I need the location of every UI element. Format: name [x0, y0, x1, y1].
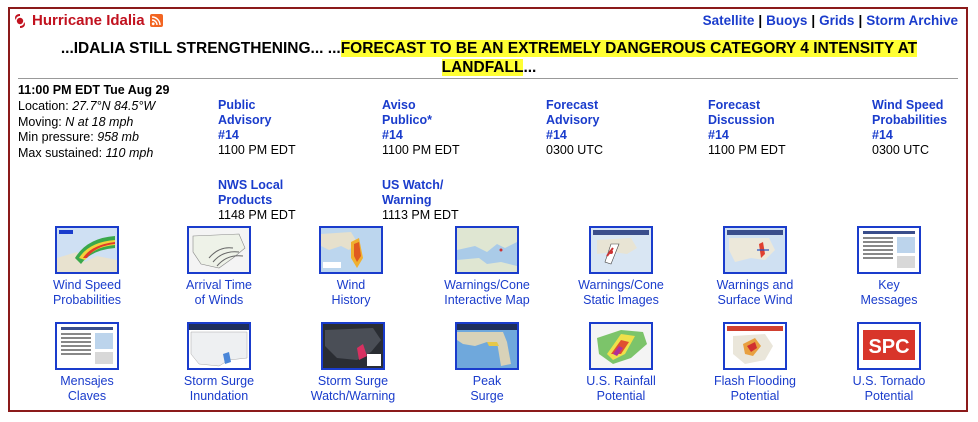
divider	[18, 78, 958, 79]
storm-surge-warning-tile[interactable]	[288, 322, 418, 404]
nws-local-products-link[interactable]: NWS Local Products	[218, 178, 284, 207]
peak-surge-tile[interactable]	[422, 322, 552, 404]
key-messages-label[interactable]: Key Messages	[860, 278, 918, 307]
forecast-advisory-link[interactable]: Forecast Advisory #14	[546, 98, 600, 142]
forecast-discussion-product	[708, 98, 786, 158]
link-separator: |	[858, 13, 863, 28]
wind-value: 110 mph	[105, 146, 154, 161]
product-time: 1113 PM EDT	[382, 208, 459, 222]
wind-speed-probabilities-label[interactable]: Wind Speed Probabilities	[52, 278, 122, 307]
flash-flooding-label[interactable]: Flash Flooding Potential	[714, 374, 796, 403]
arrival-time-label[interactable]: Arrival Time of Winds	[186, 278, 252, 307]
key-messages-tile[interactable]	[824, 226, 954, 308]
interactive-map-icon[interactable]	[455, 226, 519, 274]
moving-value: N at 18 mph	[65, 114, 134, 129]
product-time: 0300 UTC	[872, 143, 929, 157]
peak-surge-label[interactable]: Peak Surge	[470, 374, 504, 403]
cone-static-images-label[interactable]: Warnings/Cone Static Images	[578, 278, 664, 307]
headline-highlight-2: LANDFALL	[441, 59, 524, 76]
rainfall-potential-tile[interactable]	[556, 322, 686, 404]
mensajes-claves-label[interactable]: Mensajes Claves	[60, 374, 114, 403]
interactive-map-label[interactable]: Warnings/Cone Interactive Map	[444, 278, 530, 307]
product-time: 1100 PM EDT	[218, 143, 296, 157]
satellite-link[interactable]: Satellite	[702, 13, 755, 28]
product-time: 0300 UTC	[546, 143, 603, 157]
surge-inundation-map-icon[interactable]	[187, 322, 251, 370]
us-watch-warning-link[interactable]: US Watch/ Warning	[382, 178, 444, 207]
wind-history-label[interactable]: Wind History	[331, 278, 371, 307]
product-time: 1100 PM EDT	[708, 143, 786, 157]
surface-wind-tile[interactable]	[690, 226, 820, 308]
flash-flood-map-icon[interactable]	[723, 322, 787, 370]
cone-static-images-tile[interactable]	[556, 226, 686, 308]
wind-speed-probabilities-tile[interactable]	[22, 226, 152, 308]
rainfall-map-icon[interactable]	[589, 322, 653, 370]
headline-highlight-1: FORECAST TO BE AN EXTREMELY DANGEROUS CATEGORY 4 INTENSITY AT	[340, 40, 918, 57]
aviso-publico-link[interactable]: Aviso Publico* #14	[382, 98, 433, 142]
storm-archive-link[interactable]: Storm Archive	[866, 13, 958, 28]
mensajes-claves-tile[interactable]	[22, 322, 152, 404]
top-bar	[8, 7, 970, 35]
storm-title-link[interactable]	[12, 12, 163, 29]
public-advisory-product	[218, 98, 296, 158]
grids-link[interactable]: Grids	[819, 13, 855, 28]
pressure-label: Min pressure:	[18, 130, 94, 145]
flash-flooding-tile[interactable]	[690, 322, 820, 404]
storm-surge-inundation-tile[interactable]	[154, 322, 284, 404]
storm-title-text: Hurricane Idalia	[32, 12, 145, 29]
link-separator: |	[758, 13, 763, 28]
location-value: 27.7°N 84.5°W	[72, 98, 156, 113]
surge-warning-map-icon[interactable]	[321, 322, 385, 370]
wind-label: Max sustained:	[18, 146, 103, 161]
interactive-map-tile[interactable]	[422, 226, 552, 308]
wind-speed-probabilities-product	[872, 98, 947, 158]
surface-wind-label[interactable]: Warnings and Surface Wind	[716, 278, 794, 307]
public-advisory-link[interactable]: Public Advisory #14	[218, 98, 272, 142]
key-messages-doc-icon[interactable]	[857, 226, 921, 274]
tornado-potential-label[interactable]: U.S. Tornado Potential	[852, 374, 926, 403]
rss-feed-icon[interactable]	[150, 14, 163, 27]
spc-logo-icon[interactable]	[857, 322, 921, 370]
headline	[20, 39, 958, 77]
top-links	[703, 13, 958, 28]
headline-plain: ...IDALIA STILL STRENGTHENING... ...	[60, 40, 341, 57]
storm-surge-inundation-label[interactable]: Storm Surge Inundation	[183, 374, 255, 403]
headline-tail: ...	[523, 59, 537, 76]
probability-map-icon[interactable]	[55, 226, 119, 274]
buoys-link[interactable]: Buoys	[766, 13, 808, 28]
advisory-time: 11:00 PM EDT Tue Aug 29	[18, 83, 170, 97]
arrival-map-icon[interactable]	[187, 226, 251, 274]
product-time: 1100 PM EDT	[382, 143, 460, 157]
mensajes-doc-icon[interactable]	[55, 322, 119, 370]
location-row	[18, 99, 169, 115]
link-separator: |	[811, 13, 816, 28]
wind-row	[18, 146, 169, 162]
pressure-row	[18, 130, 169, 146]
rainfall-potential-label[interactable]: U.S. Rainfall Potential	[586, 374, 656, 403]
peak-surge-map-icon[interactable]	[455, 322, 519, 370]
wind-history-tile[interactable]	[286, 226, 416, 308]
aviso-publico-product	[382, 98, 460, 158]
pressure-value: 958 mb	[97, 130, 139, 145]
forecast-advisory-product	[546, 98, 603, 158]
moving-label: Moving:	[18, 114, 62, 129]
wind-speed-probabilities-link[interactable]: Wind Speed Probabilities #14	[872, 98, 948, 142]
hurricane-icon	[12, 13, 28, 29]
surface-wind-map-icon[interactable]	[723, 226, 787, 274]
arrival-time-tile[interactable]	[154, 226, 284, 308]
location-label: Location:	[18, 98, 69, 113]
nws-local-products	[218, 178, 296, 223]
wind-history-map-icon[interactable]	[319, 226, 383, 274]
tornado-potential-tile[interactable]	[824, 322, 954, 404]
spc-logo-text: SPC	[868, 336, 910, 358]
product-time: 1148 PM EDT	[218, 208, 296, 222]
storm-surge-warning-label[interactable]: Storm Surge Watch/Warning	[310, 374, 396, 403]
storm-summary	[18, 83, 169, 162]
moving-row	[18, 115, 169, 131]
us-watch-warning-product	[382, 178, 459, 223]
forecast-discussion-link[interactable]: Forecast Discussion #14	[708, 98, 775, 142]
cone-map-icon[interactable]	[589, 226, 653, 274]
